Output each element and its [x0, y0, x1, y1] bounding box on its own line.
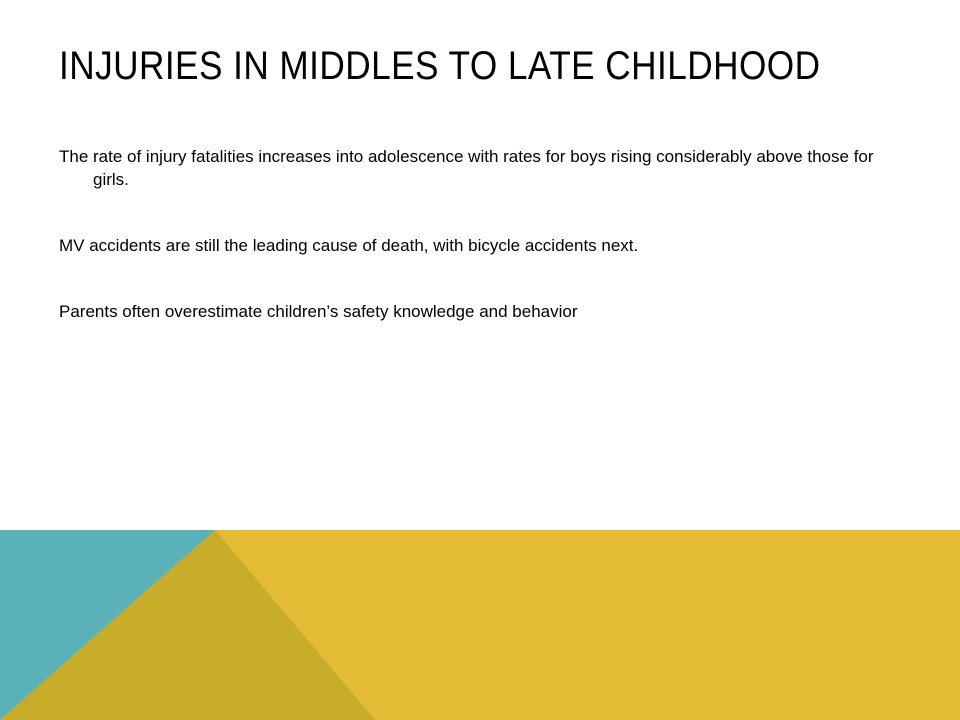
slide-body [59, 145, 899, 323]
body-paragraph-1: The rate of injury fatalities increases into adolescence with rates for boys rising considerably above those for girls. [59, 147, 874, 189]
body-paragraph-2: MV accidents are still the leading cause of death, with bicycle accidents next. [59, 236, 639, 255]
decorative-footer-band [0, 530, 960, 720]
body-paragraph-3: Parents often overestimate children’s safety knowledge and behavior [59, 302, 578, 321]
slide-title: INJURIES IN MIDDLES TO LATE CHILDHOOD [59, 44, 821, 88]
